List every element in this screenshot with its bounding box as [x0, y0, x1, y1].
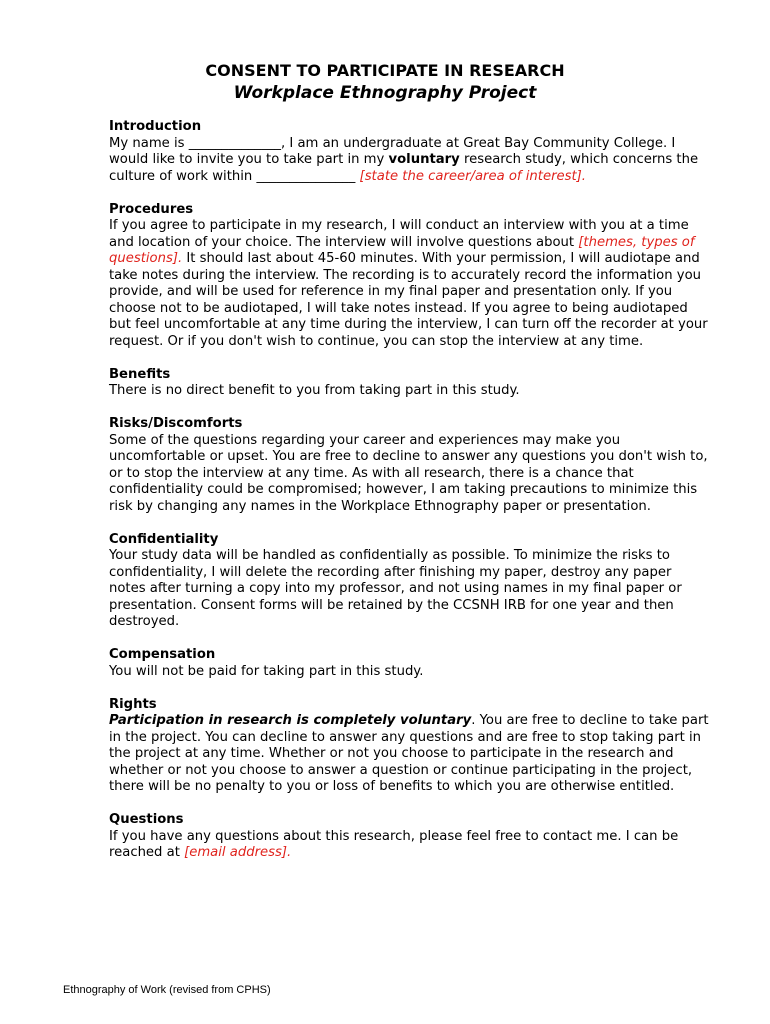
section-heading-benefits: Benefits — [109, 366, 171, 382]
section-risks — [109, 416, 709, 515]
introduction-paragraph — [109, 136, 709, 186]
document-title: CONSENT TO PARTICIPATE IN RESEARCH — [205, 61, 565, 80]
section-compensation — [109, 647, 709, 680]
section-heading-introduction: Introduction — [109, 119, 202, 134]
questions-placeholder-email: [email address]. — [184, 845, 292, 860]
benefits-paragraph: There is no direct benefit to you from taking part in this study. — [109, 383, 520, 398]
section-heading-risks: Risks/Discomforts — [109, 416, 243, 431]
section-heading-procedures: Procedures — [109, 201, 194, 217]
compensation-paragraph: You will not be paid for taking part in this study. — [109, 663, 424, 679]
procedures-paragraph — [109, 218, 709, 350]
section-confidentiality — [109, 532, 709, 631]
section-rights — [109, 697, 709, 796]
rights-text: . You are free to decline to take part in the project. You can decline to answer any questions and are free to stop taking part in the project at any time. Whether or not you choose to participate in the research and whether or not you choose to answer a question or continue participating in the project, there will be no penalty to you or loss of benefits to which you are otherwise entitled. — [109, 713, 709, 794]
document-body — [109, 119, 709, 878]
introduction-text-1: My name is ______________, I am an undergraduate at Great Bay Community College. I would like to invite you to take part in my — [109, 135, 676, 167]
introduction-placeholder-career: [state the career/area of interest]. — [359, 168, 586, 184]
procedures-text-2: It should last about 45-60 minutes. With your permission, I will audiotape and take notes during the interview. The recording is to accurately record the information you provide, and will be used for reference in my final paper and presentation only. If you choose not to be audiotaped, I will take notes instead. If you agree to being audiotaped but feel uncomfortable at any time during the interview, I can turn off the recorder at your request. Or if you don't wish to continue, you can stop the interview at any time. — [109, 251, 708, 349]
risks-paragraph: Some of the questions regarding your career and experiences may make you uncomfortable or upset. You are free to decline to answer any questions you don't wish to, or to stop the interview at any time. As with all research, there is a chance that confidentiality could be compromised; however, I am taking precautions to minimize this risk by changing any names in the Workplace Ethnography paper or presentation. — [109, 432, 708, 514]
section-procedures — [109, 202, 709, 351]
confidentiality-paragraph: Your study data will be handled as confidentially as possible. To minimize the risks to confidentiality, I will delete the recording after finishing my paper, destroy any paper notes after turning a copy into my professor, and not using names in my final paper or presentation. Consent forms will be retained by the CCSNH IRB for one year and then destroyed. — [109, 548, 682, 629]
section-questions — [109, 812, 709, 862]
section-heading-confidentiality: Confidentiality — [109, 531, 219, 547]
section-heading-rights: Rights — [109, 696, 157, 712]
section-heading-compensation: Compensation — [109, 647, 216, 662]
questions-text: If you have any questions about this research, please feel free to contact me. I can be reached at — [109, 828, 679, 860]
procedures-text-1: If you agree to participate in my research, I will conduct an interview with you at a time and location of your choice. The interview will involve questions about — [109, 218, 689, 250]
document-subtitle: Workplace Ethnography Project — [233, 83, 537, 103]
section-benefits — [109, 367, 709, 400]
procedures-placeholder-themes: [themes, types of questions]. — [109, 234, 695, 266]
introduction-voluntary: voluntary — [388, 152, 460, 167]
section-introduction — [109, 119, 709, 185]
introduction-text-2: research study, which concerns the culture of work within _______________ — [109, 152, 699, 184]
section-heading-questions: Questions — [109, 812, 184, 827]
page-footer: Ethnography of Work (revised from CPHS) — [63, 984, 271, 996]
rights-paragraph — [109, 713, 709, 796]
rights-emphasis: Participation in research is completely voluntary — [109, 713, 472, 728]
questions-paragraph — [109, 829, 709, 862]
